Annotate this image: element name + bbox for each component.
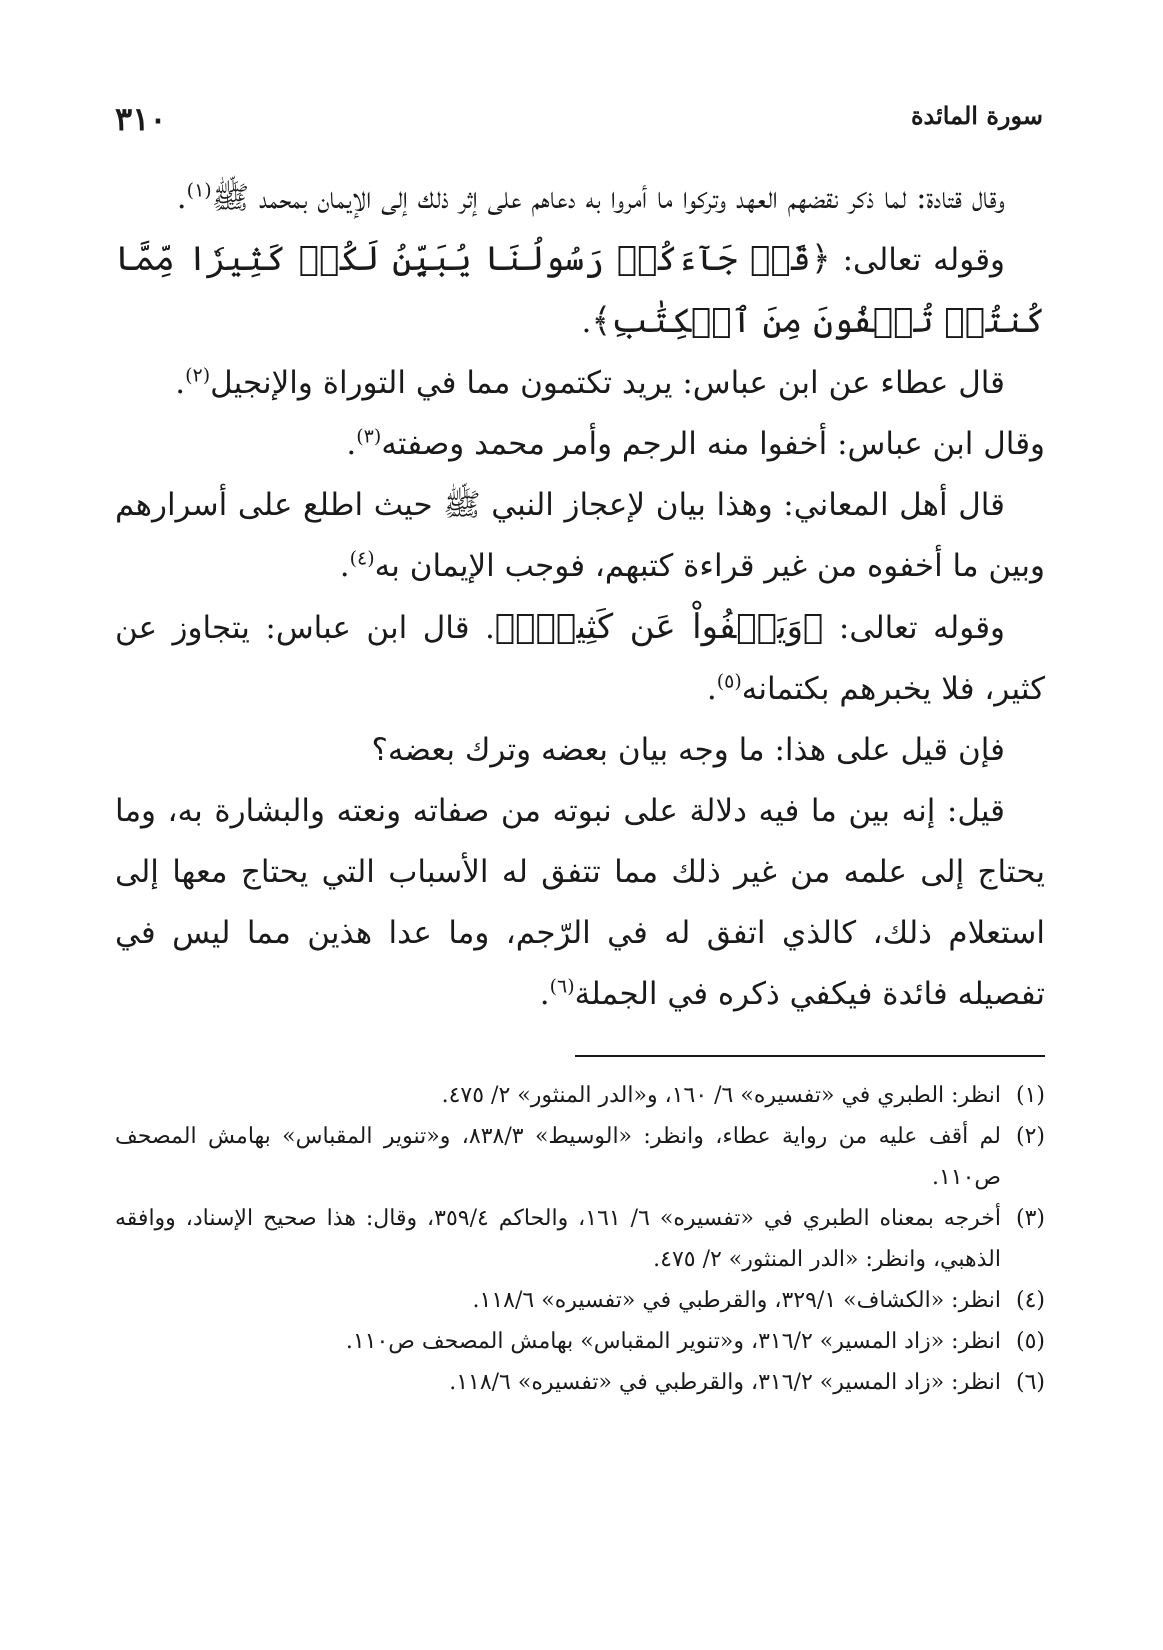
paragraph-text: . [176, 180, 187, 216]
footnote-number: (٣) [1015, 1206, 1045, 1231]
footnote [115, 1198, 1045, 1280]
footnote-number: (٦) [1015, 1370, 1045, 1395]
paragraph [115, 597, 1045, 720]
page-number: ٣١٠ [115, 100, 167, 138]
paragraph-text: قال عطاء عن ابن عباس: يريد تكتمون مما في التوراة والإنجيل [210, 365, 1005, 401]
paragraph-text: قيل: إنه بين ما فيه دلالة على نبوته من صفاته ونعته والبشارة به، وما يحتاج إلى علمه من غير ذلك مما تتفق له الأسباب التي يحتاج معها إلى استعلام ذلك، كالذي اتفق له في الرّجم، وما عدا هذين مما ليس في تفصيله فائدة فيكفي ذكره في الجملة [115, 793, 1045, 1012]
footnote-divider [575, 1055, 1045, 1057]
paragraph-text: قال أهل المعاني: وهذا بيان لإعجاز النبي ﷺ حيث اطلع على أسرارهم وبين ما أخفوه من غير قراءة كتبهم، فوجب الإيمان به [115, 487, 1045, 584]
footnote-reference: (٢) [185, 364, 211, 387]
footnote-number: (٤) [1015, 1288, 1045, 1313]
paragraph-text: وقوله تعالى: [823, 610, 1006, 646]
footnote-text: انظر: «زاد المسير» ٣١٦/٢، والقرطبي في «تفسيره» ١١٨/٦. [449, 1370, 1001, 1395]
footnote-number: (٥) [1015, 1329, 1045, 1354]
paragraph [115, 475, 1045, 597]
paragraph-text: وقال ابن عباس: أخفوا منه الرجم وأمر محمد وصفته [381, 426, 1045, 462]
paragraph-text: . [581, 304, 592, 340]
footnote [115, 1116, 1045, 1198]
paragraph-text: فإن قيل على هذا: ما وجه بيان بعضه وترك بعضه؟ [371, 732, 1005, 768]
footnote [115, 1321, 1045, 1362]
footnote-reference: (١) [186, 179, 212, 202]
paragraph-text: وقوله تعالى: [830, 242, 1005, 278]
footnote-text: انظر: «زاد المسير» ٣١٦/٢، و«تنوير المقباس» بهامش المصحف ص١١٠. [345, 1329, 1001, 1354]
footnote-text: انظر: الطبري في «تفسيره» ٦/ ١٦٠، و«الدر المنثور» ٢/ ٤٧٥. [441, 1083, 1001, 1108]
sura-name: سورة المائدة [910, 101, 1043, 130]
paragraph [115, 414, 1045, 475]
paragraph [115, 229, 1045, 353]
footnote-text: أخرجه بمعناه الطبري في «تفسيره» ٦/ ١٦١، والحاكم ٣٥٩/٤، وقال: هذا صحيح الإسناد، ووافقه الذهبي، وانظر: «الدر المنثور» ٢/ ٤٧٥. [115, 1206, 1001, 1272]
paragraph-text: . [339, 548, 350, 584]
footnote-reference: (٥) [716, 670, 742, 693]
main-text [115, 168, 1045, 1025]
footnotes [115, 1075, 1045, 1403]
paragraph-text: . قال ابن عباس: يتجاوز عن كثير، فلا يخبرهم بكتمانه [115, 610, 1045, 707]
footnote-number: (٢) [1015, 1124, 1045, 1149]
quran-verse: ﴿قَدۡ جَآءَكُمۡ رَسُولُنَا يُبَيِّنُ لَكُمۡ كَثِيرٗا مِّمَّا كُنتُمۡ تُخۡفُونَ مِنَ ٱلۡكِتَٰبِ﴾ [115, 239, 1045, 341]
footnote-reference: (٣) [356, 425, 382, 448]
paragraph-text: وقال قتادة: لما ذكر نقضهم العهد وتركوا ما أمروا به دعاهم على إثر ذلك إلى الإيمان بمحمد ﷺ [211, 180, 1005, 216]
footnote [115, 1362, 1045, 1403]
paragraph [115, 168, 1045, 229]
paragraph [115, 781, 1045, 1025]
paragraph-text: . [706, 671, 717, 707]
footnote-reference: (٤) [349, 547, 375, 570]
footnote [115, 1075, 1045, 1116]
page-header [115, 70, 1045, 138]
quran-verse: ﴿وَيَعۡفُواْ عَن كَثِيرٖۚ﴾ [494, 607, 824, 647]
paragraph [115, 353, 1045, 414]
paragraph-text: . [539, 976, 550, 1012]
paragraph-text: . [175, 365, 186, 401]
footnote-text: انظر: «الكشاف» ٣٢٩/١، والقرطبي في «تفسيره» ١١٨/٦. [472, 1288, 1001, 1313]
paragraph [115, 720, 1045, 781]
footnote-text: لم أقف عليه من رواية عطاء، وانظر: «الوسيط» ٨٣٨/٣، و«تنوير المقباس» بهامش المصحف ص١١٠. [115, 1124, 1001, 1190]
footnote-number: (١) [1015, 1083, 1045, 1108]
paragraph-text: . [346, 426, 357, 462]
footnote-reference: (٦) [549, 975, 575, 998]
footnote [115, 1280, 1045, 1321]
